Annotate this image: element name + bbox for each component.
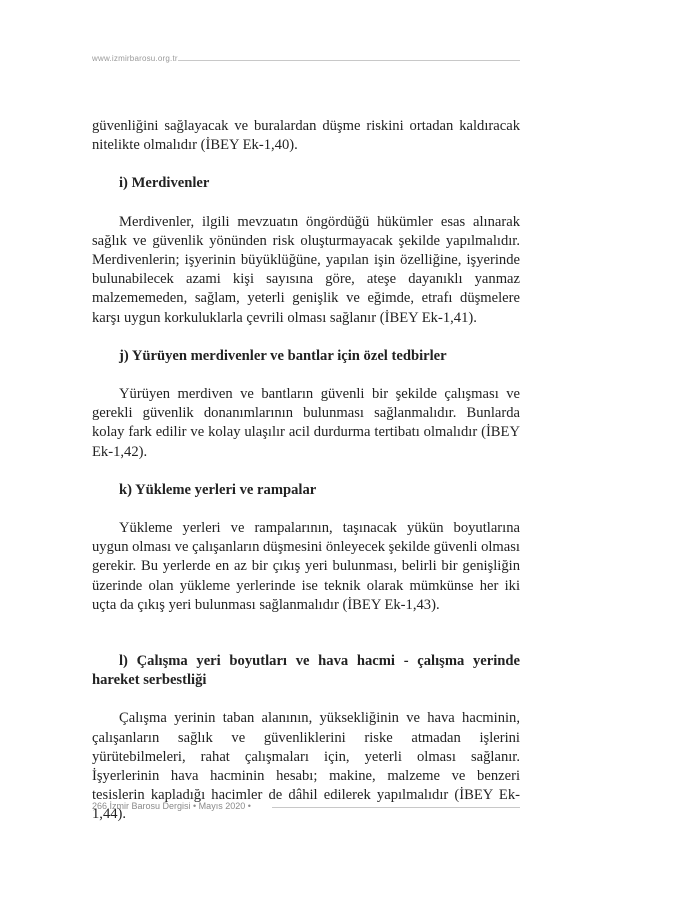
paragraph-yukleme-yerleri: Yükleme yerleri ve rampalarının, taşınacak yükün boyutlarına uygun olması ve çalışanların düşmesini önleyecek şekilde güvenli olması gerekir. Bu yerlerde en az bir çıkış yeri bulunması, belirli bir genişliğin üzerinde olan yükleme yerlerinde ise teknik olarak mümkünse her iki uçta da çıkış yeri bulunması sağlanmalıdır (İBEY Ek-1,43). — [92, 520, 520, 613]
paragraph-yuruyen-merdivenler: Yürüyen merdiven ve bantların güvenli bir şekilde çalışması ve gerekli güvenlik donanımlarının bulunması sağlanmalıdır. Bunlarda kolay fark edilir ve kolay ulaşılır acil durdurma tertibatı olmalıdır (İBEY Ek-1,42). — [92, 386, 520, 460]
footer-divider — [272, 807, 520, 808]
paragraph-merdivenler: Merdivenler, ilgili mevzuatın öngördüğü hükümler esas alınarak sağlık ve güvenlik yönünden risk oluşturmayacak şekilde yapılmalıdır. Merdivenlerin; işyerinin büyüklüğüne, yapılan işin özelliğine, işyerinde bulunabilecek azami kişi sayısına göre, ateşe dayanıklı yanmaz malzememeden, sağlam, yeterli genişlik ve eğimde, etrafı düşmelere karşı uygun korkuluklarla çevrili olması sağlanır (İBEY Ek-1,41). — [92, 213, 520, 326]
header-url: www.izmirbarosu.org.tr — [92, 54, 178, 63]
article-body — [92, 117, 520, 825]
heading-calisma-yeri-boyutlari: l) Çalışma yeri boyutları ve hava hacmi - çalışma yerinde hareket serbestliği — [92, 653, 520, 689]
header-divider — [178, 60, 520, 61]
footer-page-info: 266 İzmir Barosu Dergisi • Mayıs 2020 • — [92, 801, 251, 811]
heading-merdivenler: i) Merdivenler — [119, 175, 210, 192]
paragraph-continued: güvenliğini sağlayacak ve buralardan düşme riskini ortadan kaldıracak nitelikte olmalıdır (İBEY Ek-1,40). — [92, 118, 520, 154]
heading-yukleme-yerleri: k) Yükleme yerleri ve rampalar — [119, 481, 317, 498]
heading-yuruyen-merdivenler: j) Yürüyen merdivenler ve bantlar için özel tedbirler — [119, 347, 447, 364]
paragraph-calisma-yeri-boyutlari: Çalışma yerinin taban alanının, yüksekliğinin ve hava hacminin, çalışanların sağlık ve güvenliklerini riske atmadan işlerini yürütebilmeleri, rahat çalışmaları için, yeterli olması sağlanır. İşyerlerinin hava hacminin hesabı; makine, malzeme ve benzeri tesislerin kapladığı hacimler de dâhil edilerek yapılmalıdır (İBEY Ek-1,44). — [92, 710, 520, 823]
